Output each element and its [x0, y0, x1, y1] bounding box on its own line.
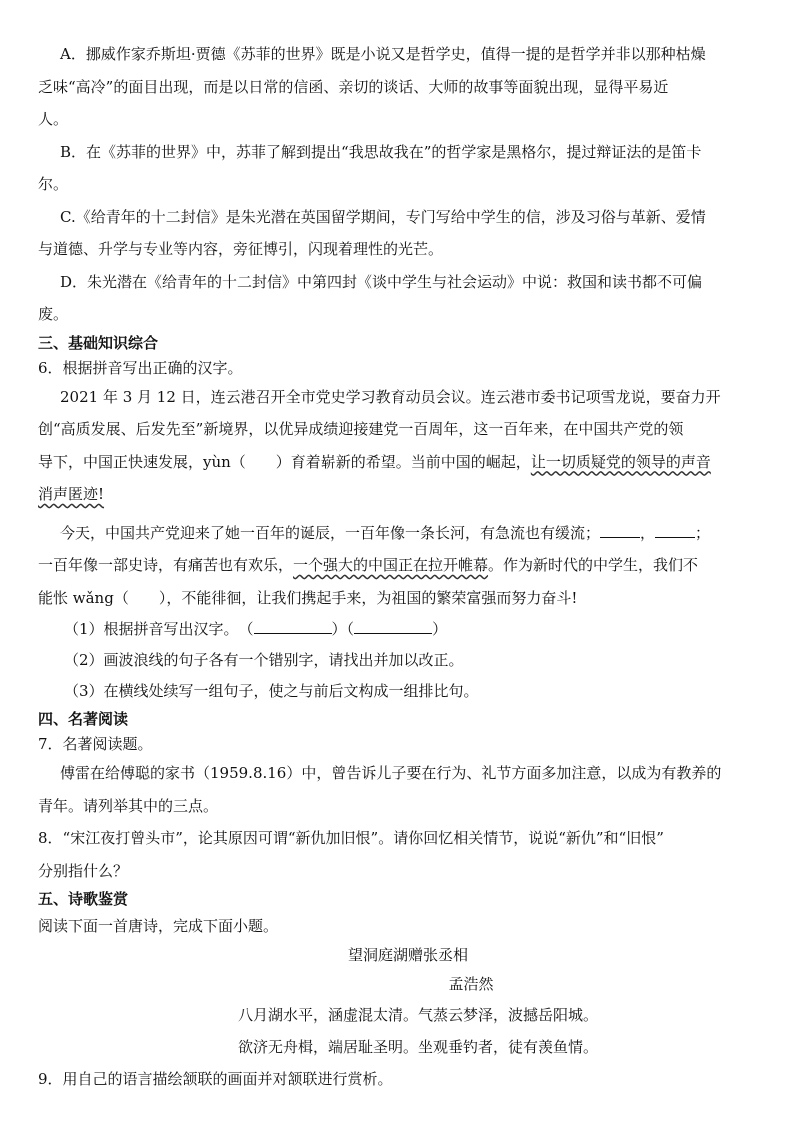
answer-blank-2[interactable] [354, 618, 432, 634]
option-a [38, 38, 758, 136]
sub-question-1-text: （1）根据拼音写出汉字。 （ [64, 620, 254, 638]
poem-line-1: 八月湖水平，涵虚混太清。气蒸云梦泽，波撼岳阳城。 [237, 1006, 598, 1024]
passage-1-line-2: 创“高质发展、后发先至”新境界，以优异成绩迎接建党一百周年，这一百年来，在中国共产党的领 [38, 420, 684, 438]
sub-question-1 [38, 614, 758, 645]
option-b-line-2: 尔。 [38, 175, 69, 193]
section-heading-3: 三、基础知识综合 [38, 333, 159, 352]
question-7 [38, 731, 758, 822]
passage-2-line-2-text: 一百年像一部史诗，有痛苦也有欢乐， [38, 556, 294, 574]
sub-question-3: （3）在横线处续写一组句子，使之与前后文构成一组排比句。 [64, 682, 479, 700]
poem-line-2: 欲济无舟楫，端居耻圣明。坐观垂钓者，徒有羡鱼情。 [237, 1038, 598, 1056]
option-c-line-2: 与道德、升学与专业等内容，旁征博引，闪现着理性的光芒。 [38, 240, 444, 258]
poem-author: 孟浩然 [448, 975, 494, 993]
poem-intro: 阅读下面一首唐诗，完成下面小题。 [38, 917, 279, 935]
fill-blank-1[interactable] [600, 522, 640, 538]
section-heading-5: 五、诗歌鉴赏 [38, 890, 129, 908]
option-a-line-3: 人。 [38, 110, 69, 128]
option-a-line-1: A．挪威作家乔斯坦·贾德《苏菲的世界》既是小说又是哲学史，值得一提的是哲学并非以那种枯燥 [60, 45, 706, 63]
question-8-line-1: 8．“宋江夜打曾头市”，论其原因可谓“新仇加旧恨”。请你回忆相关情节，说说“新仇”和“旧恨” [38, 829, 664, 847]
passage-2-line-2-tail: 。作为新时代的中学生，我们不 [488, 556, 699, 574]
answer-blank-1[interactable] [254, 618, 332, 634]
passage-2-line-3: 能怅 wǎng（ ），不能徘徊，让我们携起手来，为祖国的繁荣富强而努力奋斗! [38, 588, 578, 607]
question-7-title: 7．名著阅读题。 [38, 735, 153, 753]
question-7-line-1: 傅雷在给傅聪的家书（1959.8.16）中，曾告诉儿子要在行为、礼节方面多加注意，以成为有教养的 [60, 764, 722, 782]
wavy-underlined-sentence-1: 让一切质疑党的领导的声音 [530, 452, 711, 471]
question-9: 9．用自己的语言描绘颔联的画面并对颔联进行赏析。 [38, 1070, 393, 1088]
sub-question-1-paren: ）（ [331, 620, 355, 638]
passage-1-line-4 [38, 478, 758, 511]
fill-blank-2[interactable] [655, 522, 695, 538]
question-8-line-2: 分别指什么？ [38, 861, 129, 880]
poem-title: 望洞庭湖赠张丞相 [347, 946, 468, 964]
option-d-line-1: D．朱光潜在《给青年的十二封信》中第四封《谈中学生与社会运动》中说：救国和读书都不可偏 [60, 272, 703, 291]
passage-2-line-1 [38, 517, 758, 550]
wavy-underlined-sentence-2: 一个强大的中国正在拉开帷幕 [293, 556, 489, 574]
section-heading-4: 四、名著阅读 [38, 710, 129, 728]
exam-page [38, 38, 758, 1096]
question-8 [38, 822, 758, 887]
question-6-title: 6．根据拼音写出正确的汉字。 [38, 358, 243, 377]
sub-question-1-close: ） [432, 620, 448, 638]
option-c-line-1: C.《给青年的十二封信》是朱光潜在英国留学期间，专门写给中学生的信，涉及习俗与革新、爱情 [60, 207, 706, 226]
passage-2-line-1-text: 今天，中国共产党迎来了她一百年的诞辰，一百年像一条长河，有急流也有缓流； [60, 523, 601, 542]
passage-1-line-3-text: 导下，中国正快速发展，yùn（ ）育着崭新的希望。当前中国的崛起， [38, 452, 531, 471]
option-c [38, 201, 758, 266]
passage-1-line-1: 2021 年 3 月 12 日，连云港召开全市党史学习教育动员会议。连云港市委书记项雪龙说，要奋力开 [60, 387, 721, 406]
wavy-underlined-sentence-1-end: 消声匿迹! [38, 485, 105, 503]
poem-section [38, 911, 758, 1063]
passage-2-line-2 [38, 549, 758, 582]
option-d [38, 266, 758, 331]
question-6 [38, 355, 758, 708]
option-b-line-1: B．在《苏菲的世界》中，苏菲了解到提出“我思故我在”的哲学家是黑格尔，提过辩证法的是笛卡 [60, 142, 702, 161]
sub-question-2: （2）画波浪线的句子各有一个错别字，请找出并加以改正。 [64, 651, 464, 669]
passage-1-line-3 [38, 446, 758, 479]
question-7-line-2: 青年。请列举其中的三点。 [38, 796, 219, 815]
blank-separator-semicolon: ； [695, 523, 711, 542]
option-d-line-2: 废。 [38, 305, 69, 323]
option-b [38, 136, 758, 201]
option-a-line-2: 乏味“高冷”的面目出现，而是以日常的信函、亲切的谈话、大师的故事等面貌出现，显得平易近 [38, 77, 669, 96]
blank-separator-comma: ， [640, 523, 656, 542]
